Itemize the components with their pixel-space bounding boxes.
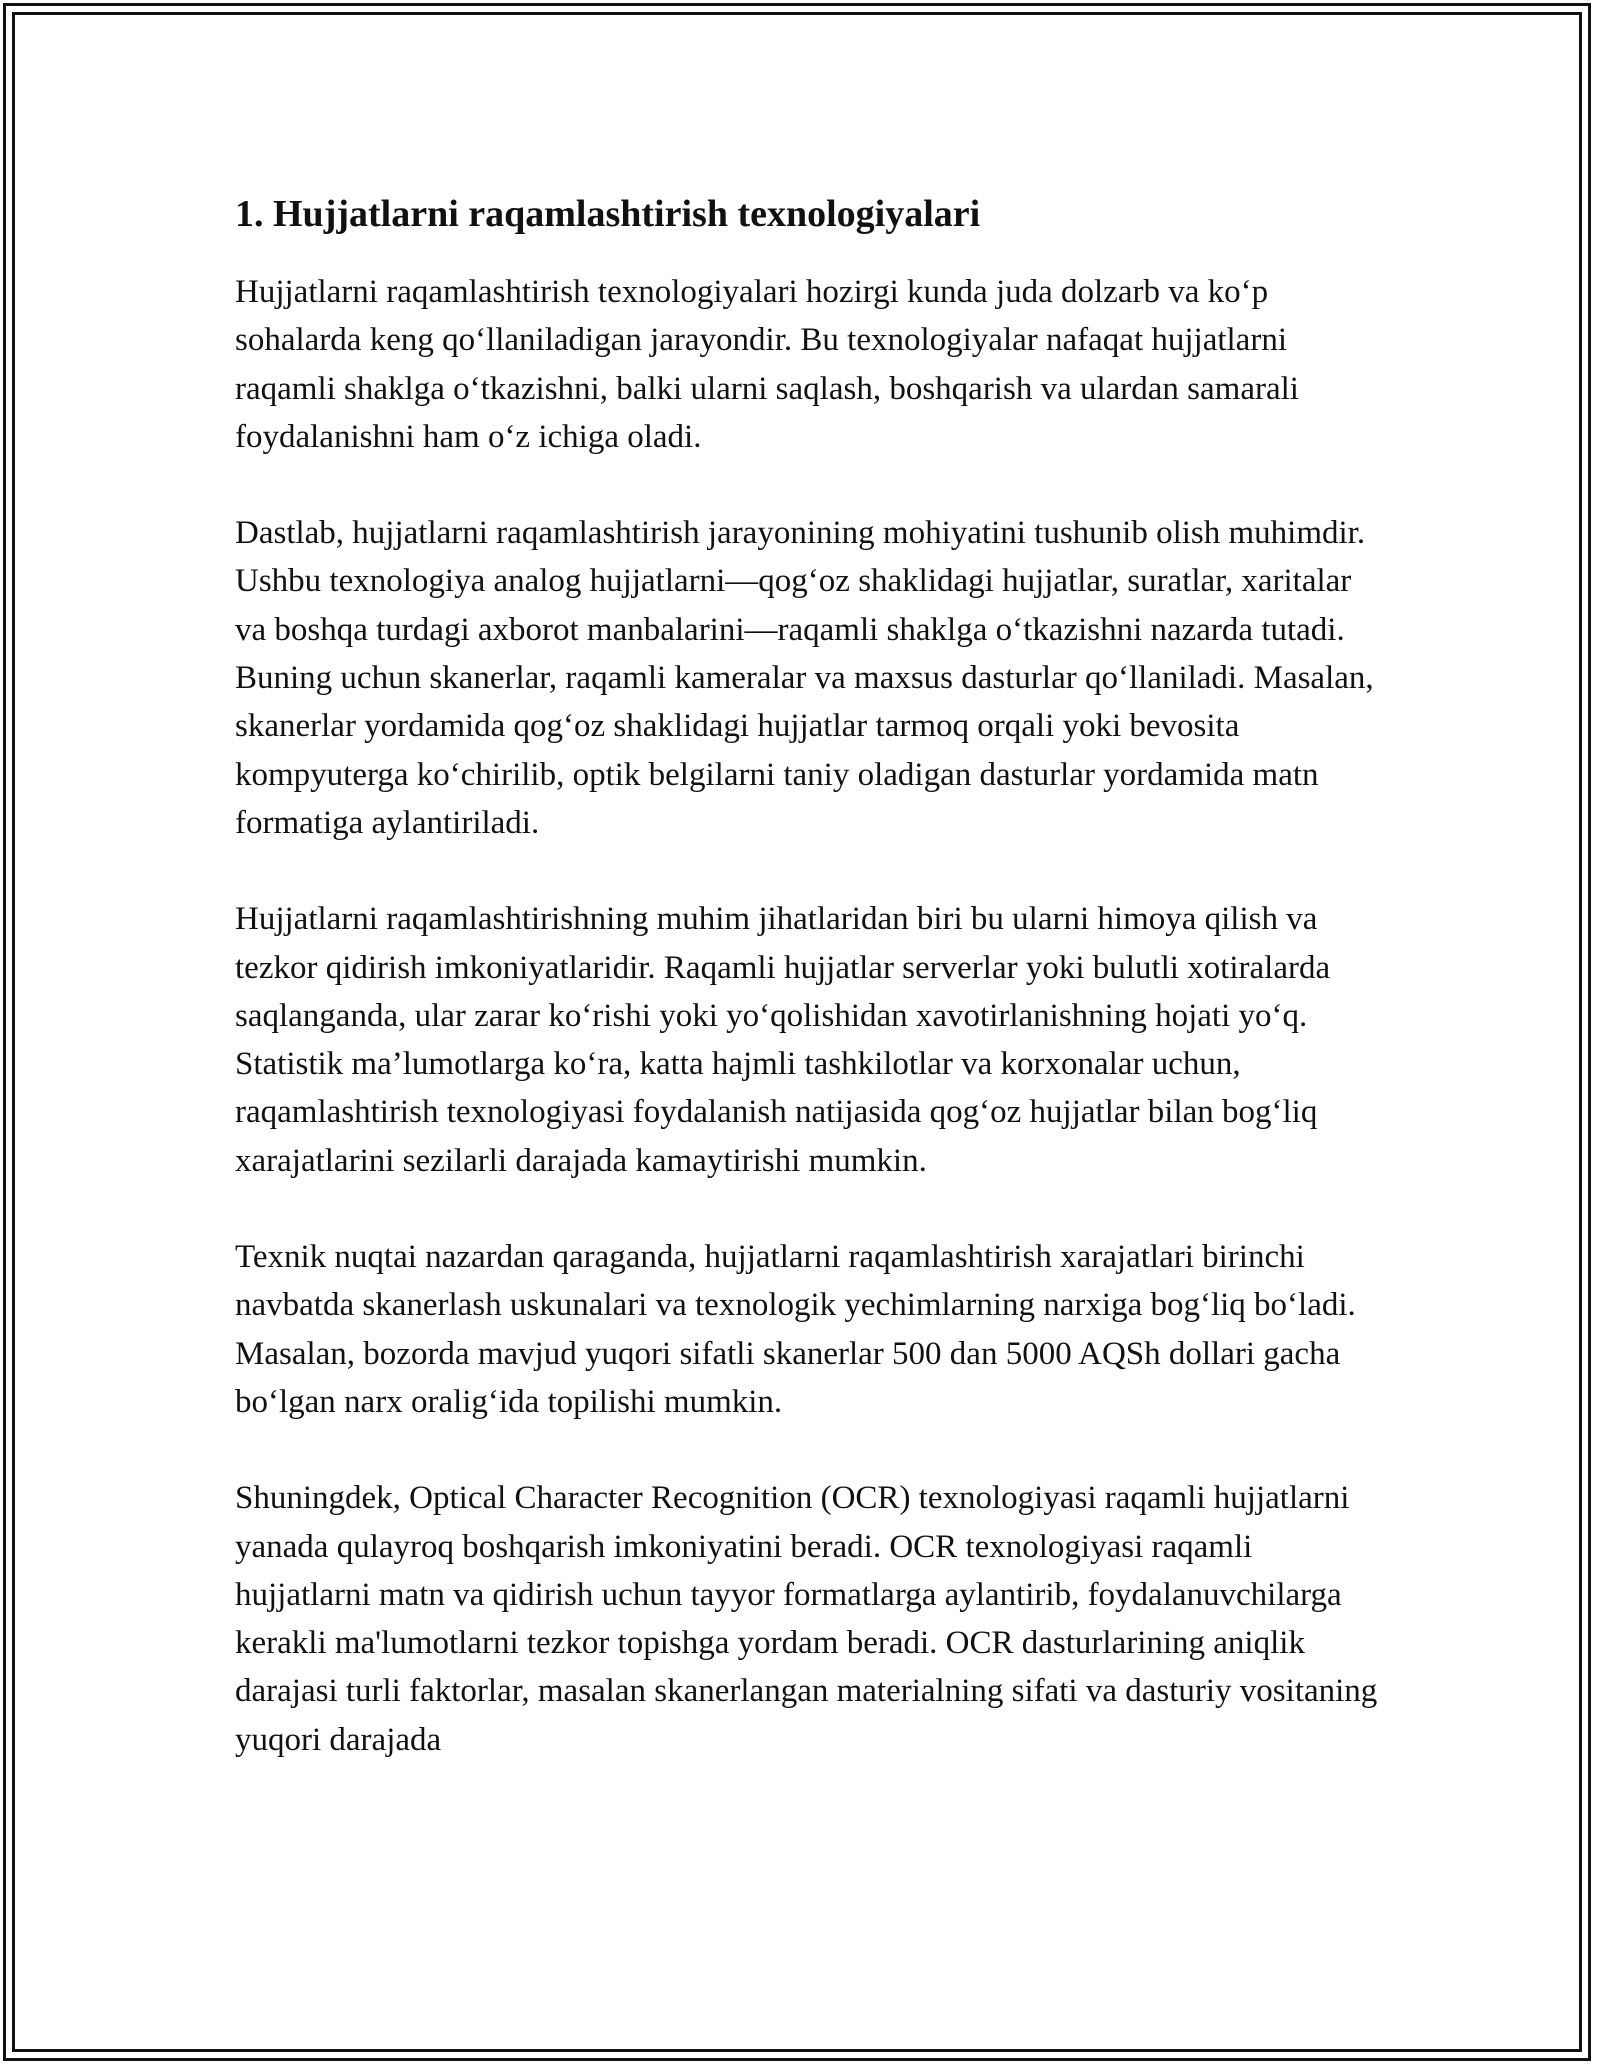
paragraph-digitization-process: Dastlab, hujjatlarni raqamlashtirish jarayonining mohiyatini tushunib olish muhimdir. Ushbu texnologiya analog hujjatlarni—qogʻoz shaklidagi hujjatlar, suratlar, xaritalar va boshqa turdagi axborot manbalarini—raqamli shaklga oʻtkazishni nazarda tutadi. Buning uchun skanerlar, raqamli kameralar va maxsus dasturlar qoʻllaniladi. Masalan, skanerlar yordamida qogʻoz shaklidagi hujjatlar tarmoq orqali yoki bevosita kompyuterga koʻchirilib, optik belgilarni taniy oladigan dasturlar yordamida matn formatiga aylantiriladi. [235,515,1374,841]
document-body [235,188,1380,1764]
paragraph-protection-search: Hujjatlarni raqamlashtirishning muhim jihatlaridan biri bu ularni himoya qilish va tezkor qidirish imkoniyatlaridir. Raqamli hujjatlar serverlar yoki bulutli xotiralarda saqlanganda, ular zarar koʻrishi yoki yoʻqolishidan xavotirlanishning hojati yoʻq. Statistik ma’lumotlarga koʻra, katta hajmli tashkilotlar va korxonalar uchun, raqamlashtirish texnologiyasi foydalanish natijasida qogʻoz hujjatlar bilan bogʻliq xarajatlarini sezilarli darajada kamaytirishi mumkin. [235,901,1331,1179]
paragraph-introduction: Hujjatlarni raqamlashtirish texnologiyalari hozirgi kunda juda dolzarb va koʻp sohalarda keng qoʻllaniladigan jarayondir. Bu texnologiyalar nafaqat hujjatlarni raqamli shaklga oʻtkazishni, balki ularni saqlash, boshqarish va ulardan samarali foydalanishni ham oʻz ichiga oladi. [235,274,1299,455]
section-heading: 1. Hujjatlarni raqamlashtirish texnologiyalari [235,193,981,235]
paragraph-ocr-technology: Shuningdek, Optical Character Recognition (OCR) texnologiyasi raqamli hujjatlarni yanada qulayroq boshqarish imkoniyatini beradi. OCR texnologiyasi raqamli hujjatlarni matn va qidirish uchun tayyor formatlarga aylantirib, foydalanuvchilarga kerakli ma'lumotlarni tezkor topishga yordam beradi. OCR dasturlarining aniqlik darajasi turli faktorlar, masalan skanerlangan materialning sifati va dasturiy vositaning yuqori darajada [235,1480,1378,1758]
paragraph-technical-costs: Texnik nuqtai nazardan qaraganda, hujjatlarni raqamlashtirish xarajatlari birinchi navbatda skanerlash uskunalari va texnologik yechimlarning narxiga bogʻliq boʻladi. Masalan, bozorda mavjud yuqori sifatli skanerlar 500 dan 5000 AQSh dollari gacha boʻlgan narx oraligʻida topilishi mumkin. [235,1239,1356,1420]
